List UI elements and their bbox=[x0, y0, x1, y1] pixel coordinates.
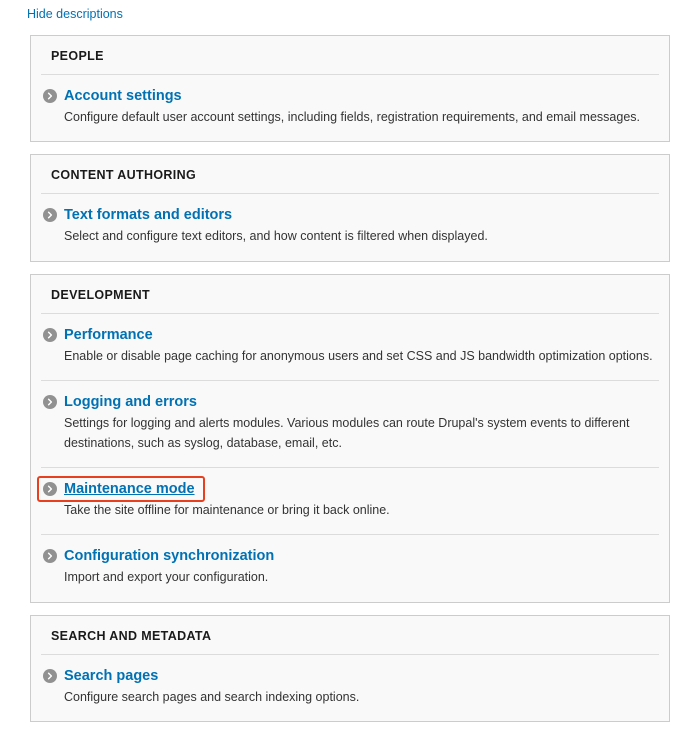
config-item bbox=[41, 194, 659, 260]
config-item bbox=[41, 314, 659, 381]
section-title: CONTENT AUTHORING bbox=[41, 155, 659, 194]
config-item-description: Select and configure text editors, and how content is filtered when displayed. bbox=[64, 229, 488, 244]
config-item-link[interactable]: Account settings bbox=[64, 88, 182, 104]
section-items bbox=[31, 194, 669, 260]
config-item-header bbox=[41, 668, 659, 684]
page-bottom-fade bbox=[0, 723, 694, 729]
config-item-description: Configure default user account settings, including fields, registration requirements, and email messages. bbox=[64, 110, 641, 124]
config-section bbox=[30, 154, 670, 261]
config-item bbox=[41, 535, 659, 601]
config-item-description: Settings for logging and alerts modules. Various modules can route Drupal's system events to different destinations, such as syslog, database, email, etc. bbox=[64, 416, 630, 450]
config-item-header bbox=[41, 327, 659, 343]
config-item bbox=[41, 75, 659, 141]
config-item-description: Take the site offline for maintenance or bring it back online. bbox=[64, 502, 390, 517]
hide-descriptions-link[interactable]: Hide descriptions bbox=[27, 7, 123, 21]
config-item-link[interactable]: Logging and errors bbox=[64, 394, 197, 411]
chevron-right-circle-icon bbox=[43, 669, 57, 683]
section-title: PEOPLE bbox=[41, 36, 659, 75]
section-title: SEARCH AND METADATA bbox=[41, 616, 659, 655]
config-item-link[interactable]: Search pages bbox=[64, 667, 159, 684]
configuration-sections bbox=[0, 35, 694, 722]
config-item-header bbox=[41, 548, 659, 564]
chevron-right-circle-icon bbox=[43, 395, 57, 409]
section-items bbox=[31, 655, 669, 721]
config-item-link[interactable]: Text formats and editors bbox=[64, 207, 233, 224]
config-item bbox=[41, 468, 659, 535]
chevron-right-circle-icon bbox=[43, 328, 57, 342]
config-item-header bbox=[41, 88, 659, 104]
config-item-header bbox=[41, 207, 659, 223]
config-section bbox=[30, 35, 670, 142]
config-item bbox=[41, 381, 659, 468]
section-items bbox=[31, 314, 669, 602]
config-section bbox=[30, 274, 670, 603]
config-item bbox=[41, 655, 659, 721]
chevron-right-circle-icon bbox=[43, 549, 57, 563]
config-item-description: Enable or disable page caching for anonymous users and set CSS and JS bandwidth optimization options. bbox=[64, 348, 653, 363]
section-items bbox=[31, 75, 669, 141]
config-item-link[interactable]: Configuration synchronization bbox=[64, 548, 275, 565]
config-section bbox=[30, 615, 670, 722]
chevron-right-circle-icon bbox=[43, 482, 57, 496]
config-item-description: Import and export your configuration. bbox=[64, 570, 269, 585]
chevron-right-circle-icon bbox=[43, 89, 57, 103]
config-item-link[interactable]: Maintenance mode bbox=[64, 480, 195, 497]
config-item-link[interactable]: Performance bbox=[64, 326, 153, 343]
chevron-right-circle-icon bbox=[43, 208, 57, 222]
config-item-header bbox=[41, 394, 659, 410]
section-title: DEVELOPMENT bbox=[41, 275, 659, 314]
config-item-description: Configure search pages and search indexing options. bbox=[64, 689, 360, 704]
config-item-header bbox=[41, 481, 659, 497]
